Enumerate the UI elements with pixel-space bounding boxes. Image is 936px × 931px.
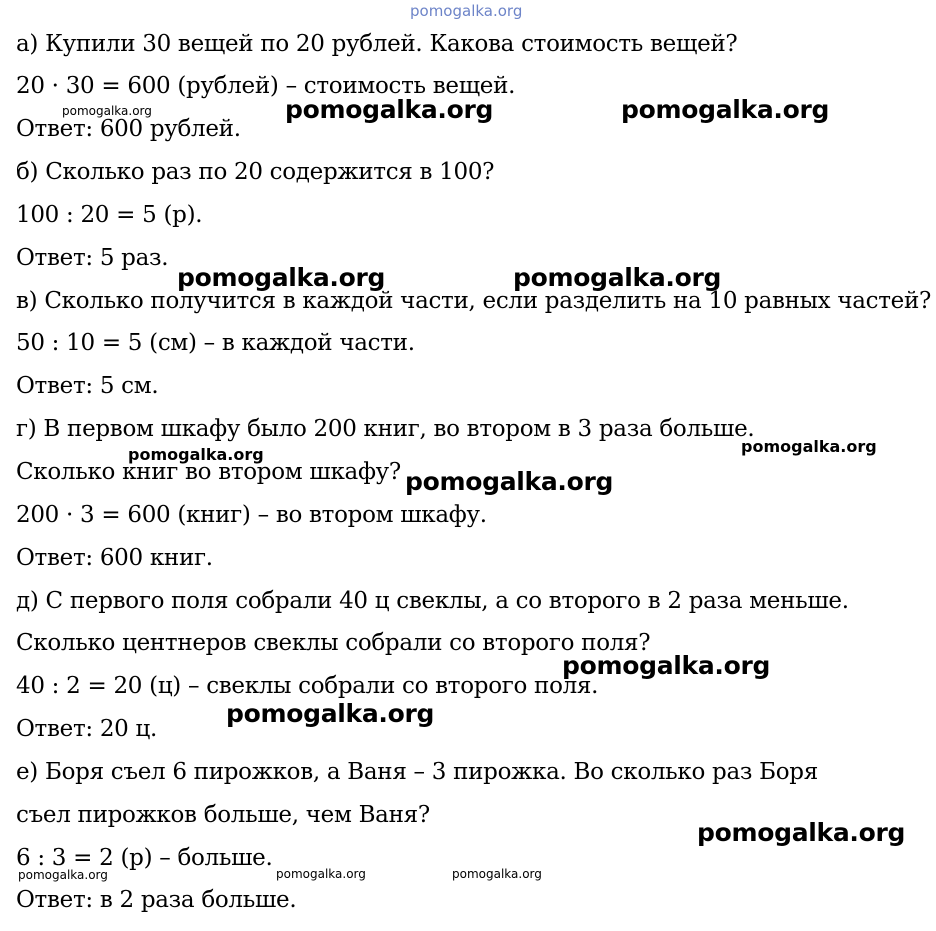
watermark: pomogalka.org xyxy=(276,867,366,881)
watermark: pomogalka.org xyxy=(62,104,152,118)
task-g-question-cont: Сколько книг во втором шкафу? xyxy=(16,459,401,485)
task-g-question: г) В первом шкафу было 200 книг, во втором в 3 раза больше. xyxy=(16,416,755,442)
task-g-answer: Ответ: 600 книг. xyxy=(16,545,213,571)
task-a-question: а) Купили 30 вещей по 20 рублей. Какова стоимость вещей? xyxy=(16,31,738,57)
watermark: pomogalka.org xyxy=(697,818,906,847)
task-e-solution: 6 : 3 = 2 (р) – больше. xyxy=(16,845,273,871)
task-b-solution: 100 : 20 = 5 (р). xyxy=(16,202,203,228)
watermark: pomogalka.org xyxy=(741,437,877,456)
task-g-solution: 200 · 3 = 600 (книг) – во втором шкафу. xyxy=(16,502,487,528)
task-a-answer: Ответ: 600 рублей. xyxy=(16,116,241,142)
watermark: pomogalka.org xyxy=(226,699,435,728)
watermark: pomogalka.org xyxy=(128,445,264,464)
watermark: pomogalka.org xyxy=(562,651,771,680)
task-e-question: е) Боря съел 6 пирожков, а Ваня – 3 пирожка. Во сколько раз Боря xyxy=(16,759,818,785)
task-v-answer: Ответ: 5 см. xyxy=(16,373,159,399)
task-v-question: в) Сколько получится в каждой части, если разделить на 10 равных частей? xyxy=(16,288,932,314)
task-b-answer: Ответ: 5 раз. xyxy=(16,245,169,271)
task-e-answer: Ответ: в 2 раза больше. xyxy=(16,887,297,913)
task-v-solution: 50 : 10 = 5 (см) – в каждой части. xyxy=(16,330,415,356)
task-d-solution: 40 : 2 = 20 (ц) – свеклы собрали со второго поля. xyxy=(16,673,599,699)
watermark: pomogalka.org xyxy=(513,263,722,292)
task-d-question-cont: Сколько центнеров свеклы собрали со второго поля? xyxy=(16,630,651,656)
watermark: pomogalka.org xyxy=(177,263,386,292)
watermark: pomogalka.org xyxy=(621,95,830,124)
header-watermark: pomogalka.org xyxy=(410,2,523,20)
watermark: pomogalka.org xyxy=(405,467,614,496)
watermark: pomogalka.org xyxy=(285,95,494,124)
task-b-question: б) Сколько раз по 20 содержится в 100? xyxy=(16,159,495,185)
task-e-question-cont: съел пирожков больше, чем Ваня? xyxy=(16,802,430,828)
task-d-answer: Ответ: 20 ц. xyxy=(16,716,158,742)
watermark: pomogalka.org xyxy=(452,867,542,881)
task-a-solution: 20 · 30 = 600 (рублей) – стоимость вещей. xyxy=(16,73,516,99)
watermark: pomogalka.org xyxy=(18,868,108,882)
task-d-question: д) С первого поля собрали 40 ц свеклы, а со второго в 2 раза меньше. xyxy=(16,588,849,614)
